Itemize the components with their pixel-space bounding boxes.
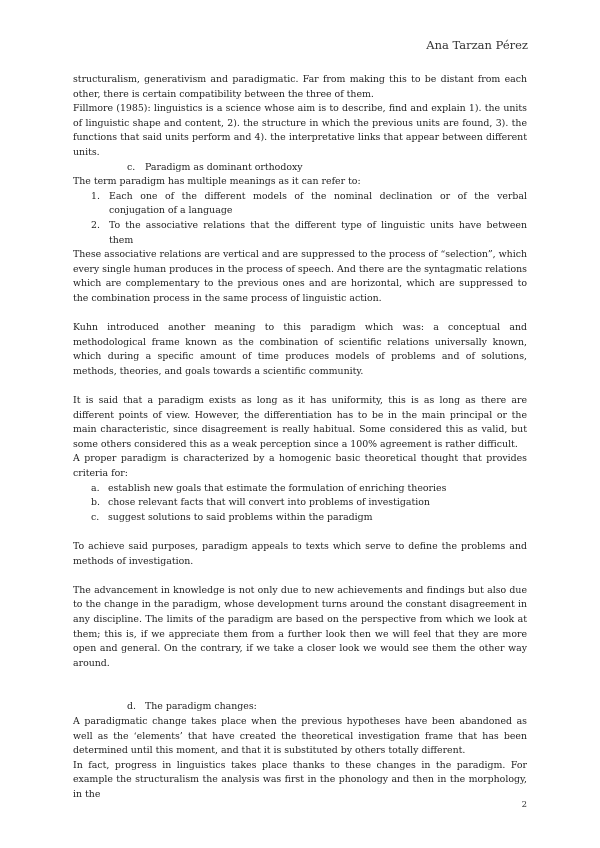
list-marker: a. <box>91 482 100 494</box>
list-item-text: To the associative relations that the different type of linguistic units have between them <box>109 219 527 246</box>
section-marker: c. <box>127 161 136 173</box>
paragraph: It is said that a paradigm exists as long as it has uniformity, this is as long as there are different points of view. However, the differentiation has to be in the main principal or the main characteristic, since disagreement is really habitual. Some considered this as valid, but some others considered this as a weak perception since a 100% agreement is rather difficult. <box>73 395 527 450</box>
list-item-text: Each one of the different models of the nominal declination or of the verbal conjugation of a language <box>109 190 527 217</box>
paragraph: A paradigmatic change takes place when the previous hypotheses have been abandoned as well as the ‘elements’ that have created the theoretical investigation frame that has been determined until this moment, and that it is substituted by others totally different. <box>73 715 527 757</box>
list-item <box>73 190 527 219</box>
list-marker: 1. <box>91 190 100 202</box>
list-marker: c. <box>91 511 100 523</box>
numbered-list <box>73 190 527 248</box>
list-marker: 2. <box>91 219 100 231</box>
paragraph: The term paradigm has multiple meanings as it can refer to: <box>73 176 361 188</box>
paragraph: To achieve said purposes, paradigm appeals to texts which serve to define the problems and methods of investigation. <box>73 541 527 567</box>
lettered-list <box>73 482 527 526</box>
list-item <box>73 482 527 497</box>
section-heading-c <box>73 161 527 176</box>
section-title: Paradigm as dominant orthodoxy <box>145 161 303 173</box>
header-author: Ana Tarzan Pérez <box>426 38 528 52</box>
paragraph: structuralism, generativism and paradigmatic. Far from making this to be distant from each other, there is certain compatibility between the three of them. <box>73 74 527 100</box>
paragraph: A proper paradigm is characterized by a homogenic basic theoretical thought that provides criteria for: <box>73 453 527 480</box>
section-heading-d <box>73 700 527 715</box>
list-item-text: chose relevant facts that will convert into problems of investigation <box>108 497 430 509</box>
paragraph: In fact, progress in linguistics takes place thanks to these changes in the paradigm. For example the structuralism the analysis was first in the phonology and then in the morphology, in the <box>73 759 527 800</box>
paragraph: Fillmore (1985): linguistics is a science whose aim is to describe, find and explain 1). the units of linguistic shape and content, 2). the structure in which the previous units are found, 3). the functions that said units perform and 4). the interpretative links that appear between different units. <box>73 103 527 158</box>
list-item <box>73 496 527 511</box>
list-item <box>73 219 527 248</box>
document-body <box>73 73 527 803</box>
paragraph: The advancement in knowledge is not only due to new achievements and findings but also due to the change in the paradigm, whose development turns around the constant disagreement in any discipline. The limits of the paradigm are based on the perspective from which we look at them; this is, if we appreciate them from a further look then we will feel that they are more open and general. On the contrary, if we take a closer look we would see them the other way around. <box>73 584 527 669</box>
list-marker: b. <box>91 497 100 509</box>
list-item-text: suggest solutions to said problems within the paradigm <box>108 511 373 523</box>
paragraph: Kuhn introduced another meaning to this paradigm which was: a conceptual and methodological frame known as the combination of scientific relations universally known, which during a specific amount of time produces models of problems and of solutions, methods, theories, and goals towards a scientific community. <box>73 322 527 377</box>
paragraph: These associative relations are vertical and are suppressed to the process of “selection”, which every single human produces in the process of speech. And there are the syntagmatic relations which are complementary to the previous ones and are horizontal, which are suppressed to the combination process in the same process of linguistic action. <box>73 249 527 304</box>
page-number: 2 <box>521 800 527 810</box>
list-item-text: establish new goals that estimate the formulation of enriching theories <box>108 482 447 494</box>
section-marker: d. <box>127 701 136 713</box>
list-item <box>73 511 527 526</box>
section-title: The paradigm changes: <box>145 701 257 713</box>
